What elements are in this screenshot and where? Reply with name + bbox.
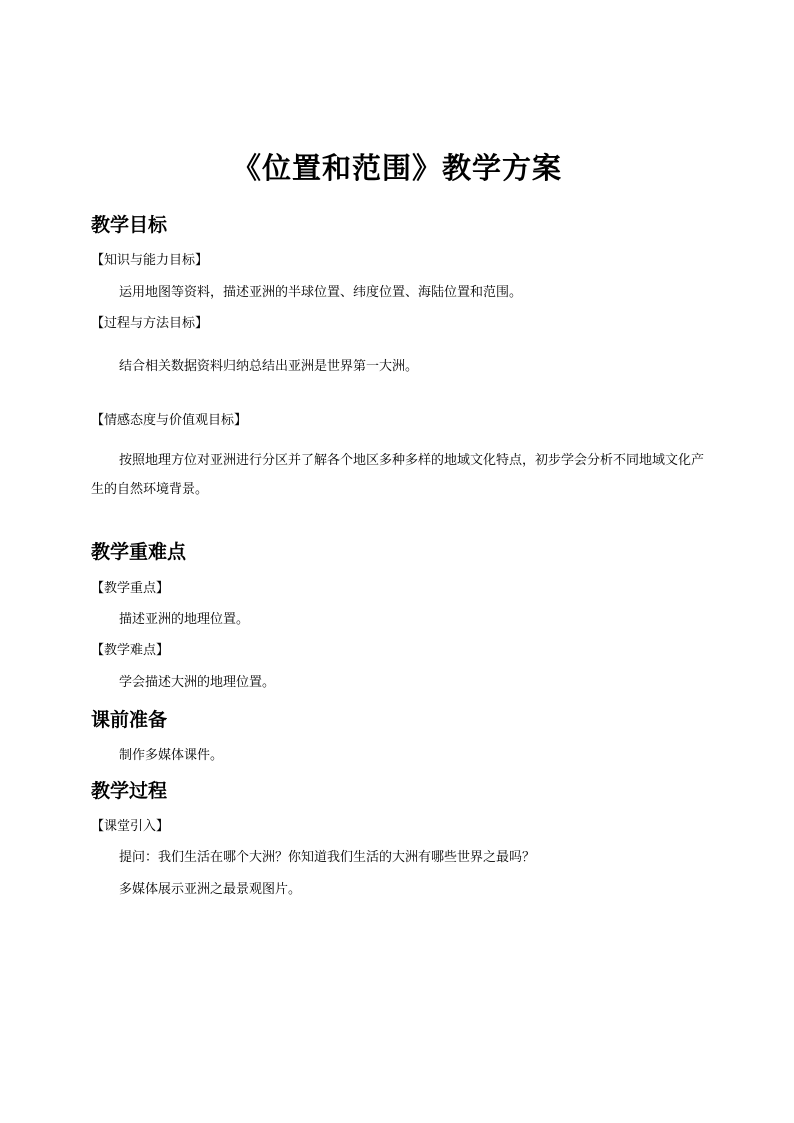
heading-teaching-process: 教学过程 [91,780,168,802]
heading-preparation: 课前准备 [91,709,168,731]
text-teaching-difficulty: 学会描述大洲的地理位置。 [119,675,276,690]
text-intro-question: 提问：我们生活在哪个大洲？你知道我们生活的大洲有哪些世界之最吗？ [119,850,536,865]
label-emotion-objective: 【情感态度与价值观目标】 [91,413,248,428]
heading-key-points: 教学重难点 [91,541,187,563]
document-title: 《位置和范围》教学方案 [231,151,562,185]
heading-objectives: 教学目标 [91,214,168,236]
label-class-intro: 【课堂引入】 [91,819,170,834]
label-process-objective: 【过程与方法目标】 [91,316,209,331]
text-intro-display: 多媒体展示亚洲之最景观图片。 [119,882,302,897]
text-process-objective: 结合相关数据资料归纳总结出亚洲是世界第一大洲。 [119,359,419,374]
text-knowledge-objective: 运用地图等资料，描述亚洲的半球位置、纬度位置、海陆位置和范围。 [119,285,523,300]
text-teaching-focus: 描述亚洲的地理位置。 [119,612,250,627]
label-knowledge-objective: 【知识与能力目标】 [91,253,209,268]
text-preparation: 制作多媒体课件。 [119,748,224,763]
text-emotion-objective: 按照地理方位对亚洲进行分区并了解各个地区多种多样的地域文化特点，初步学会分析不同地域文化产生的自然环境背景。 [91,453,705,497]
label-teaching-difficulty: 【教学难点】 [91,643,170,658]
label-teaching-focus: 【教学重点】 [91,581,170,596]
